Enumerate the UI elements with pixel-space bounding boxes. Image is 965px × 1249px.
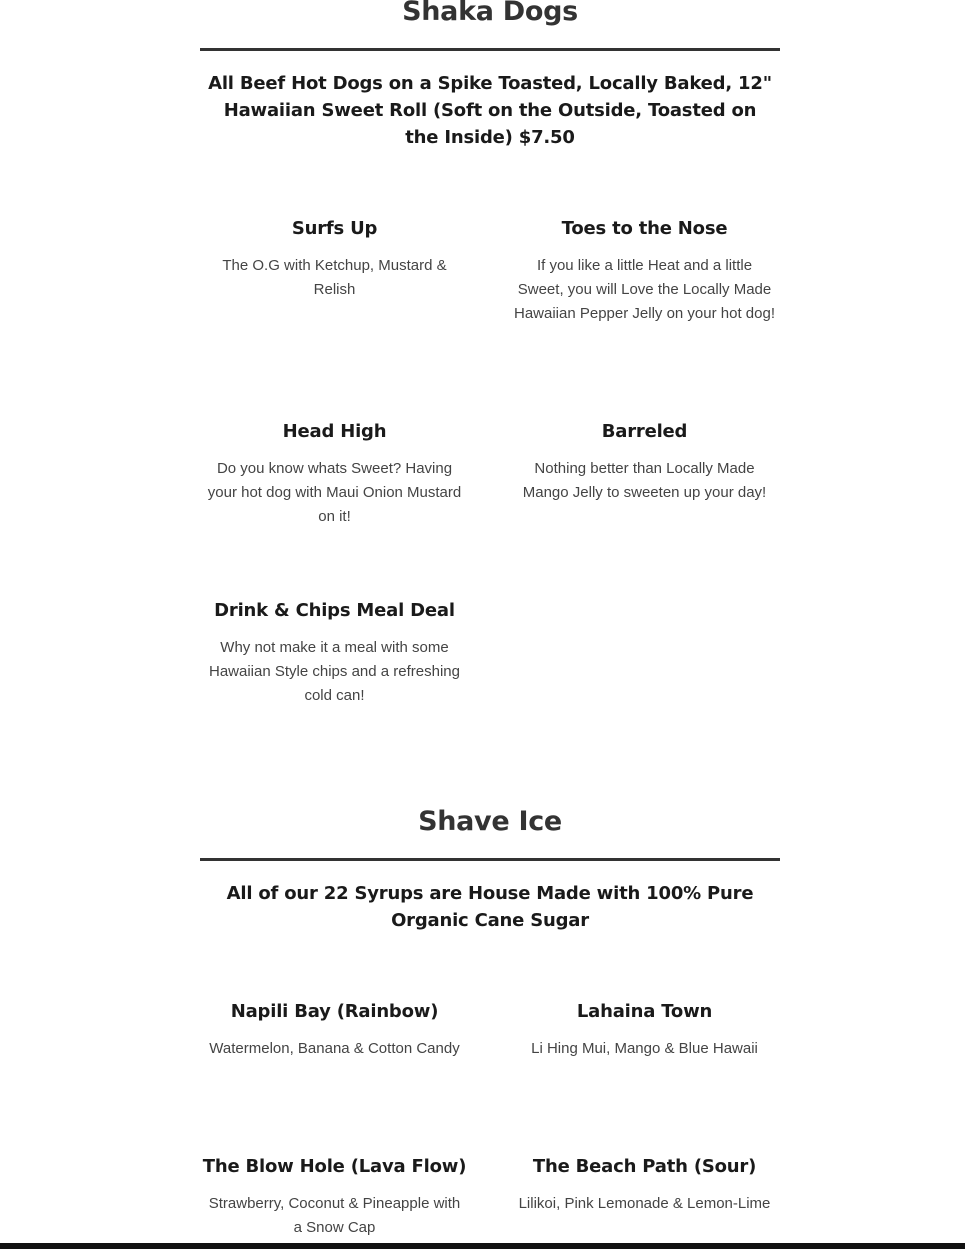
- menu-item-description: If you like a little Heat and a little Sweet, you will Love the Locally Made Hawaiian Pepper Jelly on your hot dog!: [514, 257, 775, 322]
- menu-item-name: Drink & Chips Meal Deal: [214, 600, 455, 621]
- bottom-bar: [0, 1243, 965, 1249]
- menu-item: [197, 420, 472, 529]
- section-divider: [200, 48, 780, 51]
- menu-item-description: Do you know whats Sweet? Having your hot dog with Maui Onion Mustard on it!: [207, 460, 462, 525]
- section-title-shaka-dogs: Shaka Dogs: [402, 0, 578, 27]
- menu-item: [507, 1000, 782, 1061]
- menu-item-name: Napili Bay (Rainbow): [230, 1001, 439, 1022]
- menu-item-name: The Beach Path (Sour): [532, 1156, 757, 1177]
- menu-item: [197, 1000, 472, 1061]
- menu-item: [507, 420, 782, 505]
- section-title-shave-ice: Shave Ice: [418, 806, 562, 837]
- menu-item-name: Toes to the Nose: [561, 218, 728, 239]
- menu-item-description: The O.G with Ketchup, Mustard & Relish: [222, 257, 447, 298]
- menu-item: [197, 217, 472, 302]
- menu-item-description: Watermelon, Banana & Cotton Candy: [209, 1040, 460, 1057]
- menu-item-name: The Blow Hole (Lava Flow): [202, 1156, 467, 1177]
- menu-item-name: Head High: [282, 421, 387, 442]
- menu-item-description: Strawberry, Coconut & Pineapple with a Snow Cap: [208, 1195, 461, 1236]
- menu-item-name: Lahaina Town: [576, 1001, 713, 1022]
- menu-item: [507, 217, 782, 326]
- section-subtitle-shaka-dogs: All Beef Hot Dogs on a Spike Toasted, Locally Baked, 12" Hawaiian Sweet Roll (Soft on the Outside, Toasted on the Inside) $7.50: [208, 73, 772, 148]
- section-divider: [200, 858, 780, 861]
- menu-item: [197, 599, 472, 708]
- menu-item-name: Barreled: [601, 421, 688, 442]
- menu-item-description: Why not make it a meal with some Hawaiian Style chips and a refreshing cold can!: [209, 639, 460, 704]
- menu-item-description: Lilikoi, Pink Lemonade & Lemon-Lime: [518, 1195, 771, 1212]
- menu-item-description: Li Hing Mui, Mango & Blue Hawaii: [531, 1040, 758, 1057]
- section-subtitle-shave-ice: All of our 22 Syrups are House Made with 100% Pure Organic Cane Sugar: [226, 883, 754, 931]
- menu-item-description: Nothing better than Locally Made Mango Jelly to sweeten up your day!: [522, 460, 767, 501]
- menu-item-name: Surfs Up: [291, 218, 378, 239]
- menu-item: [507, 1155, 782, 1216]
- menu-item: [197, 1155, 472, 1240]
